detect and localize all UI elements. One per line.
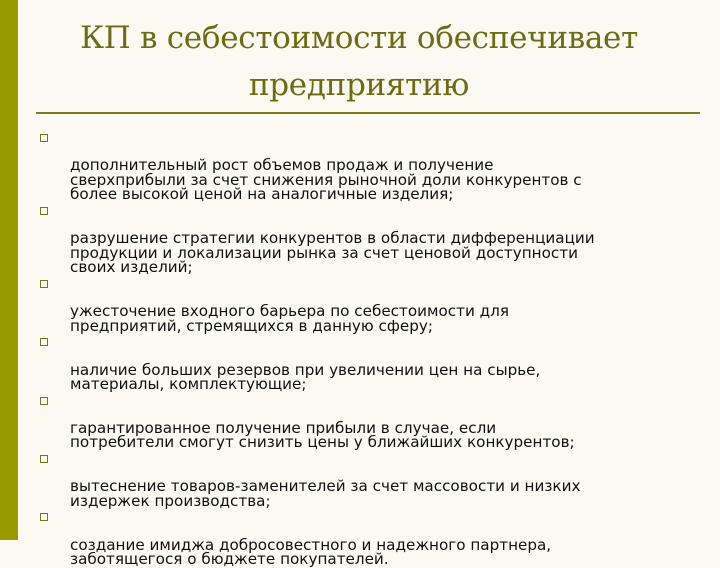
bullet-item-6 (40, 450, 694, 508)
square-bullet-icon (40, 207, 48, 215)
bullet-item-2 (40, 202, 694, 275)
title-divider (36, 112, 700, 114)
bullet-text-7: создание имиджа добросовестного и надежного партнера, заботящегося о бюджете покупателей. (70, 535, 552, 568)
square-bullet-icon (40, 134, 48, 142)
square-bullet-icon (40, 455, 48, 463)
left-accent-bar (0, 0, 18, 540)
bullet-text-5: гарантированное получение прибыли в случае, если потребители смогут снизить цены у ближайших конкурентов; (70, 418, 575, 452)
square-bullet-icon (40, 338, 48, 346)
bullet-item-3 (40, 275, 694, 333)
slide-title-line-2: предприятию (248, 67, 470, 103)
bullet-item-4 (40, 333, 694, 394)
bullet-text-2: разрушение стратегии конкурентов в области дифференциации продукции и локализации рынка за счет ценовой доступности своих изделий; (70, 229, 595, 277)
bullet-item-1 (40, 129, 694, 202)
slide-title (38, 15, 680, 109)
square-bullet-icon (40, 280, 48, 288)
bullet-item-7 (40, 508, 694, 566)
square-bullet-icon (40, 397, 48, 405)
bullet-list (40, 129, 694, 567)
bullet-text-4: наличие больших резервов при увеличении цен на сырье, материалы, комплектующие; (70, 360, 541, 394)
bullet-text-6: вытеснение товаров-заменителей за счет массовости и низких издержек производства; (70, 477, 581, 510)
square-bullet-icon (40, 513, 48, 521)
slide-title-line-1: КП в себестоимости обеспечивает (80, 20, 638, 56)
bullet-text-1: дополнительный рост объемов продаж и получение сверхприбыли за счет снижения рыночной доли конкурентов с более высокой ценой на аналогичные изделия; (70, 156, 582, 204)
bullet-text-3: ужесточение входного барьера по себестоимости для предприятий, стремящихся в данную сферу; (70, 302, 510, 335)
bullet-item-5 (40, 392, 694, 450)
